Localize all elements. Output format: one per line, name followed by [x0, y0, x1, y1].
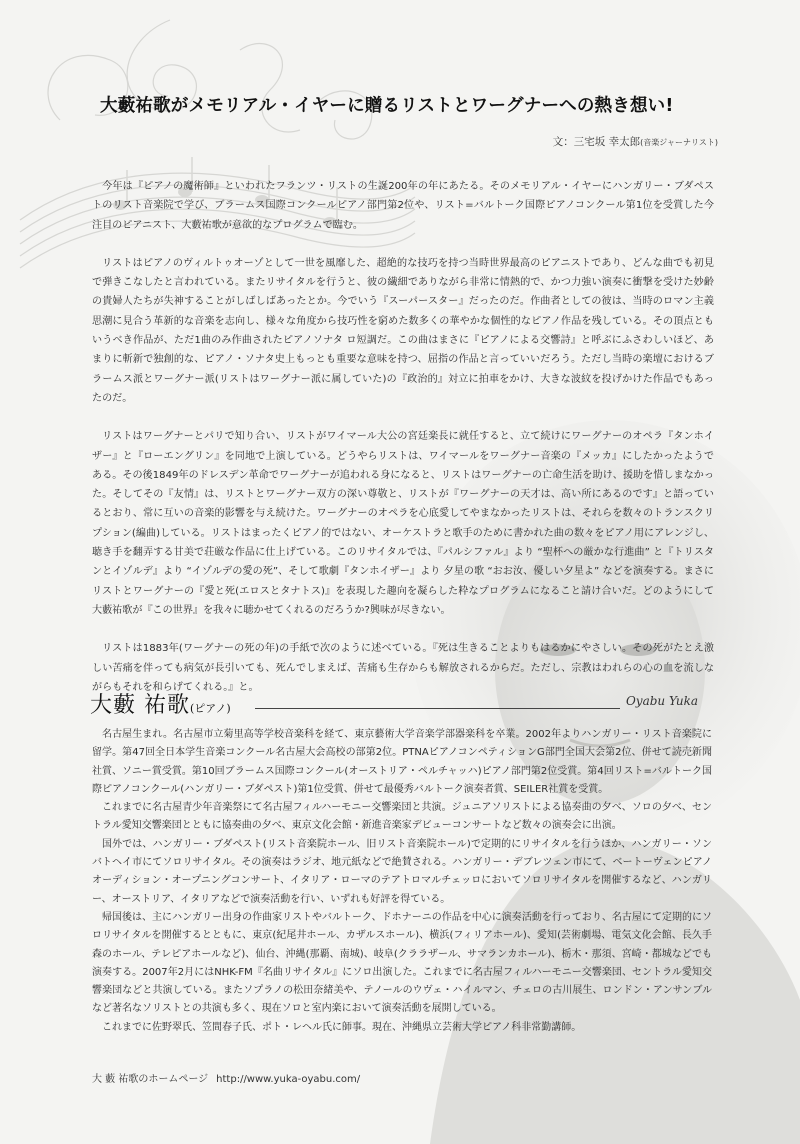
artist-instrument: (ピアノ) — [190, 702, 231, 715]
artist-name-romanized: Oyabu Yuka — [625, 694, 698, 708]
byline-role: (音楽ジャーナリスト) — [640, 138, 718, 147]
byline-author: 文：三宅坂 幸太郎 — [552, 136, 641, 148]
article-paragraph: リストはワーグナーとパリで知り合い、リストがワイマール大公の宮廷楽長に就任すると、立て続けにワーグナーのオペラ『タンホイザー』と『ローエングリン』を同地で上演している。どうやらリストは、ワイマールをワーグナー音楽の『メッカ』にしたかったようである。その後1849年のドレスデン革命でワーグナーが追われる身になると、リストはワーグナーの亡命生活を助け、援助を惜しまなかった。そしてその『友情』は、リストとワーグナー双方の深い尊敬と、リストが『ワーグナーの天才は、高い所にあるのです』と語っているとおり、常に互いの音楽的影響を与え続けた。ワーグナーのオペラを心底愛してやまなかったリストは、それらを数々のトランスクリプション(編曲)している。リストはまったくピアノ的ではない、オーケストラと歌手のために書かれた曲の数々をピアノ用にアレンジし、聴き手を翻弄する甘美で荘厳な作品に仕上げている。このリサイタルでは、『パルシファル』より “聖杯への厳かな行進曲” と『トリスタンとイゾルデ』より “イゾルデの愛の死”、そして歌劇『タンホイザー』より 夕星の歌 “おお汝、優しい夕星よ” などを演奏する。まさにリストとワーグナーの『愛と死(エロスとタナトス)』を表現した趣向を凝らした粋なプログラムになること請け合いだ。どのようにして大藪祐歌が『この世界』を我々に聴かせてくれるのだろうか?興味が尽きない。 — [92, 431, 714, 616]
bio-paragraph: これまでに名古屋青少年音楽祭にて名古屋フィルハーモニー交響楽団と共演。ジュニアソリストによる協奏曲の夕べ、ソロの夕べ、セントラル愛知交響楽団とともに協奏曲の夕べ、東京文化会館・新進音楽家デビューコンサートなど数々の演奏会に出演。 — [92, 802, 712, 832]
artist-name — [90, 693, 231, 718]
artist-name-text: 大藪 祐歌 — [90, 693, 190, 718]
bio-paragraph: 国外では、ハンガリー・ブダペスト(リスト音楽院ホール、旧リスト音楽院ホール)で定期的にリサイタルを行うほか、ハンガリー・ソンバトヘイ市にてソロリサイタル。その演奏はラジオ、地元紙などで絶賛される。ハンガリー・デブレツェン市にて、ベートーヴェンピアノオーディション・オープニングコンサート、イタリア・ローマのテアトロマルチェッロにおいてソロリサイタルを開催するなど、ハンガリー、オーストリア、イタリアなどで演奏活動を行い、いずれも好評を得ている。 — [92, 838, 712, 905]
homepage-label: 大 藪 祐歌のホームページ — [92, 1074, 209, 1085]
article-paragraph: リストはピアノのヴィルトゥオーゾとして一世を風靡した、超絶的な技巧を持つ当時世界最高のピアニストであり、どんな曲でも初見で弾きこなしたと言われている。またリサイタルを行うと、彼の繊細でありながら非常に情熱的で、かつ力強い演奏に衝撃を受けた妙齢の貴婦人たちが失神することがしばしばあったとか。今でいう『スーパースター』だったのだ。作曲者としての彼は、当時のロマン主義思潮に見合う革新的な音楽を志向し、様々な角度から技巧性を窮めた数多くの華やかな個性的なピアノ作品を残している。その頂点ともいうべき作品が、ただ1曲のみ作曲されたピアノソナタ ロ短調だ。この曲はまさに『ピアノによる交響詩』と呼ぶにふさわしいほど、あまりに斬新で独創的な、ピアノ・ソナタ史上もっとも重要な意味を持つ、屈指の作品と言っていいだろう。ただし当時の楽壇におけるブラームス派とワーグナー派(リストはワーグナー派に属していた)の『政治的』対立に拍車をかけ、大きな波紋を投げかけた作品でもあったのだ。 — [92, 257, 714, 404]
homepage-line — [92, 1070, 360, 1085]
bio-paragraph: 名古屋生まれ。名古屋市立菊里高等学校音楽科を経て、東京藝術大学音楽学部器楽科を卒業。2002年よりハンガリー・リスト音楽院に留学。第47回全日本学生音楽コンクール名古屋大会高校の部第2位。PTNAピアノコンペティションG部門全国大会第2位、併せて読売新聞社賞、ソニー賞受賞。第10回ブラームス国際コンクール(オーストリア・ペルチャッハ)ピアノ部門第2位受賞。第4回リスト=バルトーク国際ピアノコンクール(ハンガリー・ブダペスト)第1位受賞、併せて最優秀バルトーク演奏者賞、SEILER社賞を受賞。 — [92, 729, 712, 795]
byline — [553, 134, 718, 149]
article-paragraph: 今年は『ピアノの魔術師』といわれたフランツ・リストの生誕200年の年にあたる。そのメモリアル・イヤーにハンガリー・ブダペストのリスト音楽院で学び、ブラームス国際コンクールピアノ部門第2位や、リスト=バルトーク国際ピアノコンクール第1位を受賞した今注目のピアニスト、大藪祐歌が意欲的なプログラムで臨む。 — [92, 181, 714, 231]
bio-paragraph: 帰国後は、主にハンガリー出身の作曲家リストやバルトーク、ドホナーニの作品を中心に演奏活動を行っており、名古屋にて定期的にソロリサイタルを開催するとともに、東京(紀尾井ホール、カザルスホール)、横浜(フィリアホール)、愛知(芸術劇場、電気文化会館、長久手森のホール、テレピアホールなど)、仙台、沖縄(那覇、南城)、岐阜(クララザール、サマランカホール)、栃木・那須、宮崎・都城などでも演奏する。2007年2月にはNHK-FM『名曲リサイタル』にソロ出演した。これまでに名古屋フィルハーモニー交響楽団、セントラル愛知交響楽団などと共演している。またソプラノの松田奈緒美や、テノールのウヴェ・ハイルマン、チェロの古川展生、ロンドン・アンサンブルなど著名なソリストとの共演も多く、現在ソロと室内楽において演奏活動を展開している。 — [92, 911, 712, 1015]
divider-line — [255, 708, 620, 709]
bio-paragraph: これまでに佐野翠氏、笠間春子氏、ポト・レヘル氏に師事。現在、沖縄県立芸術大学ピアノ科非常勤講師。 — [102, 1021, 582, 1033]
article-headline: 大藪祐歌がメモリアル・イヤーに贈るリストとワーグナーへの熱き想い! — [100, 96, 674, 116]
article-paragraph: リストは1883年(ワーグナーの死の年)の手紙で次のように述べている。『死は生きることよりもはるかにやさしい。その死がたとえ激しい苦痛を伴っても病気が長引いても、死んでしまえば、苦痛も生存からも解放されるからだ。ただし、宗教はわれらの心の血を流しながらもそれを和らげてくれる。』と。 — [92, 643, 714, 693]
profile-heading — [90, 688, 710, 718]
profile-bio — [92, 726, 712, 1037]
homepage-link[interactable]: http://www.yuka-oyabu.com/ — [216, 1074, 361, 1085]
article-body — [92, 177, 714, 716]
